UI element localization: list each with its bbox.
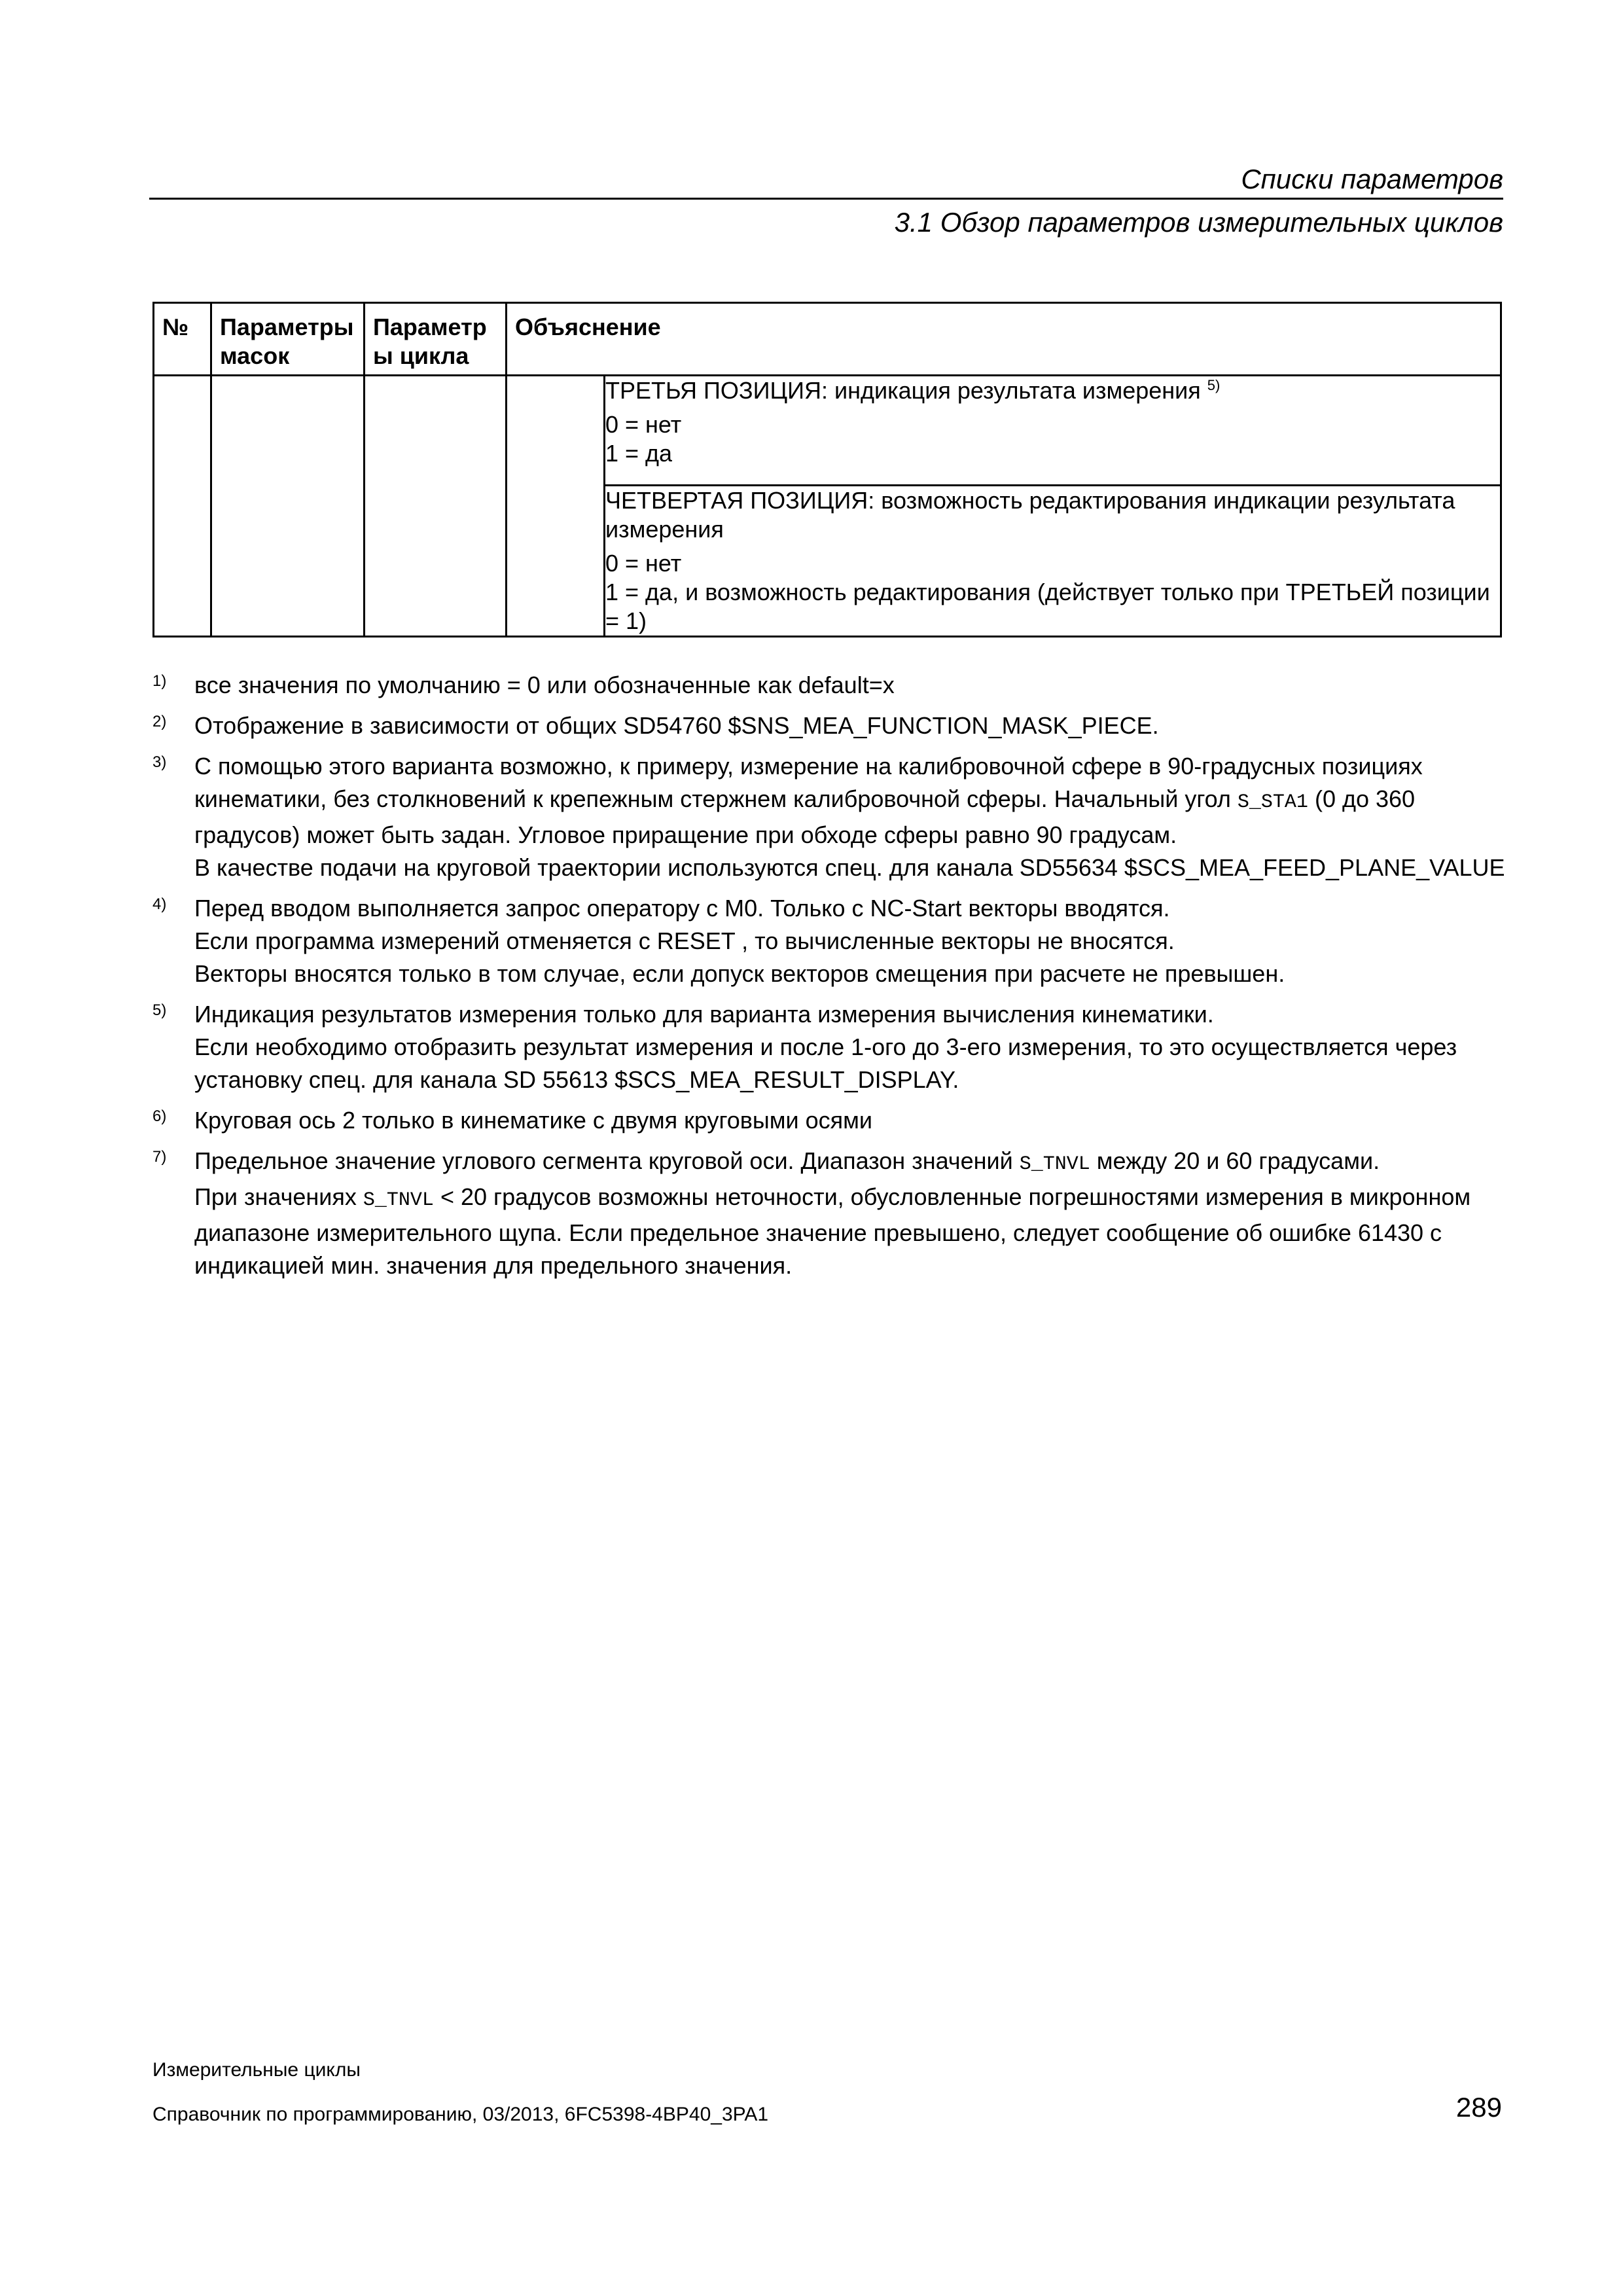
page-number: 289 bbox=[1455, 2092, 1502, 2123]
empty-cell bbox=[365, 376, 507, 637]
footnote-text: При значениях S_TNVL < 20 градусов возможны неточности, обусловленные погрешностями измерения в микронном диапазоне измерительного щупа. Если предельное значение превышено, следует сообщение об ошибке 61430 с индикацией мин. значения для предельного значения. bbox=[194, 1183, 1471, 1279]
footnote-text: Отображение в зависимости от общих SD54760 $SNS_MEA_FUNCTION_MASK_PIECE. bbox=[194, 712, 1159, 739]
section-subtitle: 3.1 Обзор параметров измерительных циклов bbox=[894, 207, 1503, 238]
code-identifier: S_STA1 bbox=[1237, 791, 1308, 814]
footnote-text: Предельное значение углового сегмента круговой оси. Диапазон значений S_TNVL между 20 и 60 градусами. bbox=[194, 1147, 1380, 1175]
footnote-text: С помощью этого варианта возможно, к примеру, измерение на калибровочной сфере в 90-градусных позициях кинематики, без столкновений к крепежным стержнем калибровочной сферы. Начальный угол S_STA1 (0 до 360 градусов) может быть задан. Угловое приращение при обходе сферы равно 90 градусам. bbox=[194, 753, 1423, 848]
footnote-text: Векторы вносятся только в том случае, если допуск векторов смещения при расчете не превышен. bbox=[194, 960, 1285, 987]
footnote-number: 1) bbox=[152, 672, 167, 690]
empty-cell bbox=[154, 376, 211, 637]
column-header-mask-params: Параметры масок bbox=[211, 303, 365, 376]
header-rule bbox=[149, 198, 1503, 200]
footnote bbox=[152, 1104, 1510, 1137]
footnote bbox=[152, 998, 1510, 1096]
table-row bbox=[154, 376, 1501, 486]
code-identifier: S_TNVL bbox=[363, 1189, 434, 1211]
footnote-number: 3) bbox=[152, 753, 167, 771]
footnote bbox=[152, 750, 1510, 884]
explanation-title: ТРЕТЬЯ ПОЗИЦИЯ: индикация результата измерения $^{5)}$ bbox=[605, 377, 1221, 404]
code-identifier: S_TNVL bbox=[1019, 1153, 1090, 1175]
footnote-number: 6) bbox=[152, 1107, 167, 1125]
footnote-text: Если программа измерений отменяется с RESET , то вычисленные векторы не вносятся. bbox=[194, 927, 1175, 954]
explanation-cell bbox=[605, 486, 1501, 637]
footnotes bbox=[152, 669, 1510, 1290]
footnote bbox=[152, 1145, 1510, 1282]
column-header-cycle-params: Параметр ы цикла bbox=[365, 303, 507, 376]
footnote-number: 7) bbox=[152, 1148, 167, 1166]
footnote-number: 4) bbox=[152, 895, 167, 913]
footnote bbox=[152, 709, 1510, 742]
table-header-row bbox=[154, 303, 1501, 376]
footnote bbox=[152, 892, 1510, 990]
parameters-table bbox=[152, 302, 1502, 637]
section-title: Списки параметров bbox=[1241, 164, 1503, 194]
footer-doc-title: Измерительные циклы bbox=[152, 2059, 361, 2081]
footnote-text: все значения по умолчанию = 0 или обозначенные как default=x bbox=[194, 672, 895, 698]
column-header-number: № bbox=[154, 303, 211, 376]
footnote-text: Перед вводом выполняется запрос оператору с M0. Только с NC-Start векторы вводятся. bbox=[194, 895, 1170, 922]
explanation-value: 1 = да, и возможность редактирования (действует только при ТРЕТЬЕЙ позиции = 1) bbox=[605, 579, 1490, 634]
footnote-text: Круговая ось 2 только в кинематике с двумя круговыми осями bbox=[194, 1107, 873, 1134]
explanation-value: 1 = да bbox=[605, 440, 673, 467]
empty-cell bbox=[211, 376, 365, 637]
footnote-number: 2) bbox=[152, 713, 167, 730]
explanation-value: 0 = нет bbox=[605, 550, 682, 577]
explanation-cell bbox=[605, 376, 1501, 486]
footnote-number: 5) bbox=[152, 1001, 167, 1019]
explanation-title: ЧЕТВЕРТАЯ ПОЗИЦИЯ: возможность редактирования индикации результата измерения bbox=[605, 487, 1455, 543]
footnote bbox=[152, 669, 1510, 702]
footnote-text: Если необходимо отобразить результат измерения и после 1-ого до 3-его измерения, то это осуществляется через установку спец. для канала SD 55613 $SCS_MEA_RESULT_DISPLAY. bbox=[194, 1033, 1457, 1093]
footnote-text: Индикация результатов измерения только для варианта измерения вычисления кинематики. bbox=[194, 1001, 1214, 1028]
explanation-value: 0 = нет bbox=[605, 411, 682, 438]
column-header-explanation: Объяснение bbox=[507, 303, 1501, 376]
empty-cell bbox=[507, 376, 605, 637]
footnote-text: В качестве подачи на круговой траектории используются спец. для канала SD55634 $SCS_MEA_FEED_PLANE_VALUE bbox=[194, 854, 1505, 881]
footer-doc-info: Справочник по программированию, 03/2013, 6FC5398-4BP40_3PA1 bbox=[152, 2104, 769, 2125]
